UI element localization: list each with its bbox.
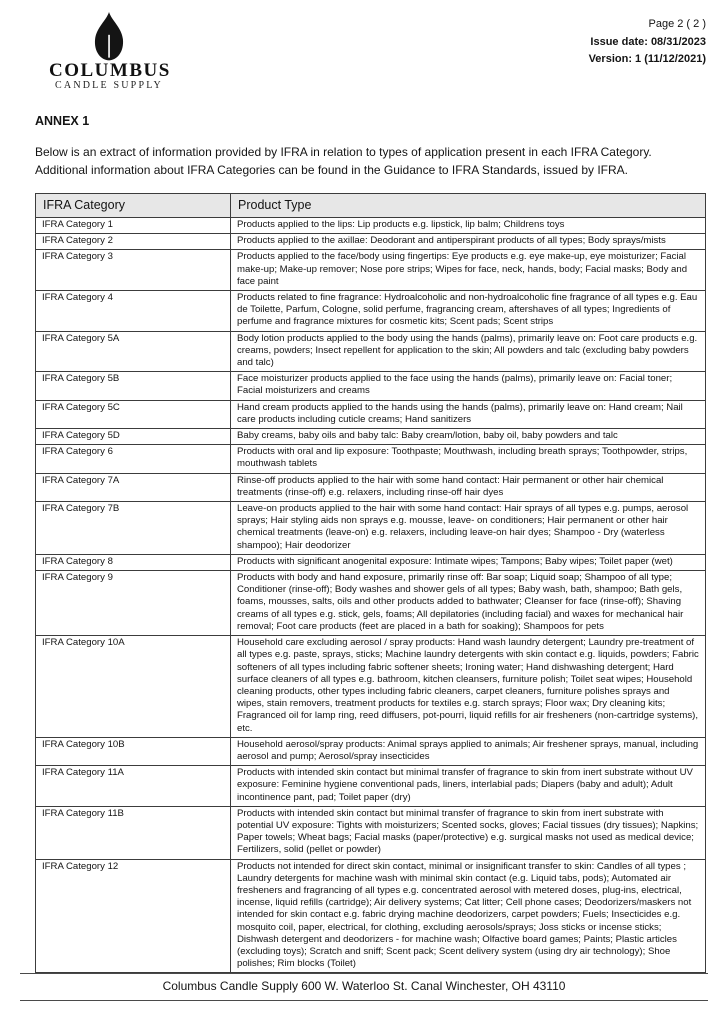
table-row [36, 806, 706, 859]
table-row [36, 571, 706, 636]
company-address: Columbus Candle Supply 600 W. Waterloo St. Canal Winchester, OH 43110 [162, 979, 566, 993]
ifra-category-cell: IFRA Category 6 [36, 445, 231, 473]
table-row [36, 250, 706, 291]
product-type-cell: Products with intended skin contact but minimal transfer of fragrance to skin from inert substrate with potential UV exposure: Tights with moisturizers; Scented socks, gloves; Facial tissues (dry tissues); Napkins; Paper towels; Wheat bags; Facial masks (paper/protective) e.g. surgical masks not used as medical device; Fertilizers, solid (pellet or powder) [231, 806, 706, 859]
table-row [36, 766, 706, 807]
table-row [36, 473, 706, 501]
product-type-cell: Products with intended skin contact but minimal transfer of fragrance to skin from inert substrate without UV exposure: Feminine hygiene conventional pads, liners, interlabial pads; Diapers (baby and adult); Adult incontinence pant, pad; Toilet paper (dry) [231, 766, 706, 807]
product-type-cell: Baby creams, baby oils and baby talc: Baby cream/lotion, baby oil, baby powders and talc [231, 429, 706, 445]
table-row [36, 636, 706, 738]
product-type-cell: Products with oral and lip exposure: Toothpaste; Mouthwash, including breath sprays; Toothpowder, strips, mouthwash tablets [231, 445, 706, 473]
ifra-category-cell: IFRA Category 5A [36, 331, 231, 372]
product-type-cell: Hand cream products applied to the hands using the hands (palms), primarily leave on: Hand cream; Nail care products including cuticle creams; Hand sanitizers [231, 400, 706, 428]
ifra-category-cell: IFRA Category 2 [36, 234, 231, 250]
table-header-row [36, 194, 706, 218]
table-row [36, 502, 706, 555]
product-type-cell: Products applied to the face/body using fingertips: Eye products e.g. eye make-up, eye moisturizer; Facial make-up; Make-up remover; Nose pore strips; Wipes for face, neck, hands, body; Facial masks; Body and face paint [231, 250, 706, 291]
product-type-cell: Products not intended for direct skin contact, minimal or insignificant transfer to skin: Candles of all types ; Laundry detergents for machine wash with minimal skin contact (e.g. Liquid tabs, pods); Automated air fresheners and fragrancing of all types e.g. concentrated aerosol with metered doses, plug-ins, electrical, incense, liquid refills (cartridge); Air delivery systems; Cat litter; Cell phone cases; Deodorizers/maskers not intended for skin contact e.g. fabric drying machine deodorizers, carpet powders; Fuels; Insecticides e.g. mosquito coil, paper, electrical, for clothing, excluding aerosols/sprays; Joss sticks or incense sticks; Dishwash detergent and deodorizers - for machine wash; Olfactive board games; Paints; Plastic articles (excluding toys); Scratch and sniff; Scent pack; Scent delivery system (using dry air technology); Shoe polishes; Rim blocks (Toilet) [231, 859, 706, 973]
table-row [36, 400, 706, 428]
ifra-category-cell: IFRA Category 3 [36, 250, 231, 291]
product-type-cell: Rinse-off products applied to the hair with some hand contact: Hair permanent or other hair chemical treatments (rinse-off) e.g. relaxers, including rinse-off hair dyes [231, 473, 706, 501]
product-type-cell: Products applied to the lips: Lip products e.g. lipstick, lip balm; Childrens toys [231, 218, 706, 234]
table-row [36, 429, 706, 445]
product-type-cell: Household aerosol/spray products: Animal sprays applied to animals; Air freshener sprays, manual, including aerosol and pump; Aerosol/spray insecticides [231, 737, 706, 765]
table-row [36, 291, 706, 332]
ifra-category-cell: IFRA Category 11B [36, 806, 231, 859]
document-meta [589, 12, 706, 69]
version-info: Version: 1 (11/12/2021) [588, 53, 706, 65]
ifra-category-cell: IFRA Category 10A [36, 636, 231, 738]
product-type-cell: Body lotion products applied to the body using the hands (palms), primarily leave on: Foot care products e.g. creams, powders; Insect repellent for application to the skin; All powders and talc (excluding baby powders and talc) [231, 331, 706, 372]
ifra-category-cell: IFRA Category 5D [36, 429, 231, 445]
page-header [35, 12, 706, 92]
table-row [36, 372, 706, 400]
page-number: Page 2 ( 2 ) [648, 18, 706, 30]
column-header-ifra-category: IFRA Category [36, 194, 231, 218]
logo-company-name: COLUMBUS [49, 60, 171, 81]
table-row [36, 234, 706, 250]
ifra-category-cell: IFRA Category 1 [36, 218, 231, 234]
ifra-category-cell: IFRA Category 12 [36, 859, 231, 973]
ifra-category-cell: IFRA Category 7A [36, 473, 231, 501]
ifra-category-cell: IFRA Category 7B [36, 502, 231, 555]
product-type-cell: Face moisturizer products applied to the face using the hands (palms), primarily leave on: Facial toner; Facial moisturizers and creams [231, 372, 706, 400]
product-type-cell: Products related to fine fragrance: Hydroalcoholic and non-hydroalcoholic fine fragrance of all types e.g. Eau de Toilette, Parfum, Cologne, solid perfume, fragrancing cream, aftershaves of all types; Ingredients of perfume and fragrance mixtures for cosmetic kits; Scent pads; Scent strips [231, 291, 706, 332]
ifra-category-cell: IFRA Category 9 [36, 571, 231, 636]
ifra-table-body [36, 218, 706, 973]
ifra-category-cell: IFRA Category 11A [36, 766, 231, 807]
ifra-category-cell: IFRA Category 5B [36, 372, 231, 400]
logo-company-subtitle: CANDLE SUPPLY [55, 80, 163, 91]
product-type-cell: Products with significant anogenital exposure: Intimate wipes; Tampons; Baby wipes; Toilet paper (wet) [231, 554, 706, 570]
product-type-cell: Household care excluding aerosol / spray products: Hand wash laundry detergent; Laundry pre-treatment of all types e.g. paste, sprays, sticks; Machine laundry detergents with skin contact e.g. liquids, powders; Fabric softeners of all types including fabric softener sheets; Ironing water; Hand dishwashing detergent; Hard surface cleaners of all types e.g. bathroom, kitchen cleansers, furniture polish; Toilet seat wipes; Household cleaning products, other types including fabric cleaners, carpet cleaners, furniture polishes sprays and wipes, stain removers, treatment products for textiles e.g. starch sprays; Floor wax; Dry cleaning kits; Fragranced oil for lamp ring, reed diffusers, pot-pourri, liquid refills for air fresheners (non-cartridge systems), etc. [231, 636, 706, 738]
product-type-cell: Leave-on products applied to the hair with some hand contact: Hair sprays of all types e.g. pumps, aerosol sprays; Hair styling aids non sprays e.g. mousse, leave- on conditioners; Hair permanent or other hair chemical treatments (leave-on) e.g. relaxers, including leave-on hair dyes; Shampoo - Dry (waterless shampoo); Hair deodorizer [231, 502, 706, 555]
table-header [36, 194, 706, 218]
product-type-cell: Products with body and hand exposure, primarily rinse off: Bar soap; Liquid soap; Shampoo of all type; Conditioner (rinse-off); Body washes and shower gels of all types; Baby wash, bath, shampoo; Bath gels, foams, mousses, salts, oils and other products added to bathwater; Cleanser for face (rinse-off); Shaving creams of all types e.g. stick, gels, foams; All depilatories (including facial) and waxes for mechanical hair removal; Foot care products (feet are placed in a bath for soaking); Shampoos for pets [231, 571, 706, 636]
ifra-category-cell: IFRA Category 4 [36, 291, 231, 332]
column-header-product-type: Product Type [231, 194, 706, 218]
ifra-category-cell: IFRA Category 10B [36, 737, 231, 765]
company-logo [49, 12, 169, 92]
issue-date: Issue date: 08/31/2023 [590, 35, 706, 48]
annex-heading: ANNEX 1 [35, 114, 90, 128]
table-row [36, 331, 706, 372]
ifra-category-cell: IFRA Category 8 [36, 554, 231, 570]
table-row [36, 737, 706, 765]
table-row [36, 218, 706, 234]
table-row [36, 859, 706, 973]
table-row [36, 445, 706, 473]
candle-flame-icon [87, 12, 131, 62]
ifra-category-table [35, 193, 706, 973]
page-footer [20, 973, 708, 1001]
intro-paragraph: Below is an extract of information provided by IFRA in relation to types of application present in each IFRA Category. Additional information about IFRA Categories can be found in the Guidance to IFRA Standards, issued by IFRA. [35, 145, 652, 177]
table-row [36, 554, 706, 570]
ifra-category-cell: IFRA Category 5C [36, 400, 231, 428]
product-type-cell: Products applied to the axillae: Deodorant and antiperspirant products of all types; Body sprays/mists [231, 234, 706, 250]
